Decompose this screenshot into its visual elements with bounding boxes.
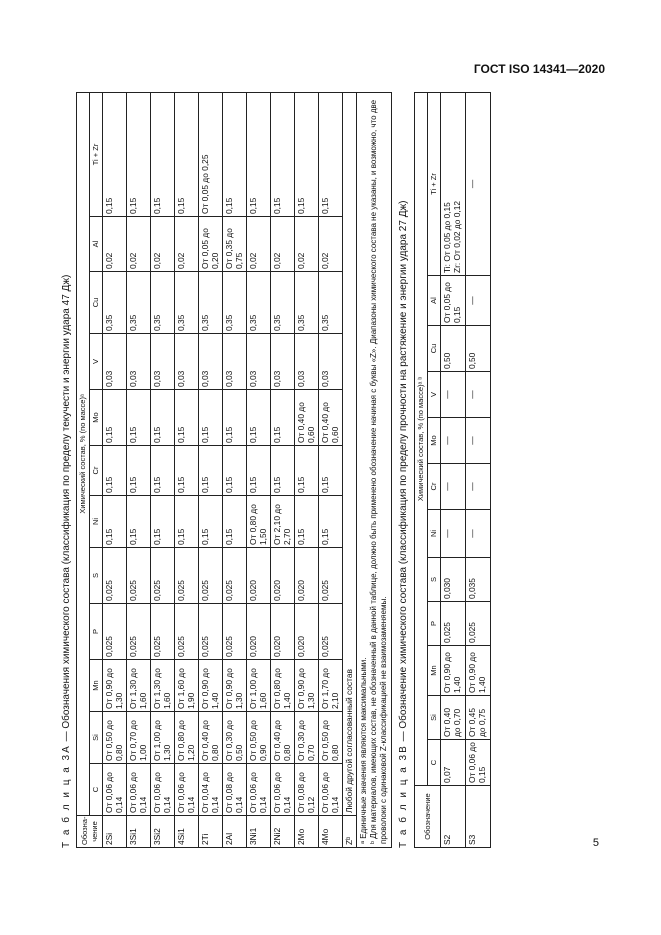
table-3a-cell: От 0,06 до 0,14 [247, 764, 271, 816]
table-3a-col-header: Mo [90, 390, 103, 446]
table-3b-cell: — [441, 418, 466, 464]
table-3b [414, 92, 491, 848]
table-3b-col-header: Si [428, 696, 441, 740]
table-3a-cell: От 1,30 до 1,60 [151, 660, 175, 712]
table-3b-caption-prefix: Т а б л и ц а 3В [398, 744, 409, 848]
table-3a-row [319, 92, 343, 847]
table-3a-cell: От 0,04 до 0,14 [199, 764, 223, 816]
table-3a-cell: 0,15 [319, 446, 343, 496]
table-3a-cell: 0,025 [127, 548, 151, 604]
table-3b-col-header: S [428, 558, 441, 602]
table-3b-col-header: Ti + Zr [428, 92, 441, 275]
table-3a-cell: 0,15 [151, 390, 175, 446]
table-3a-cell: 0,020 [271, 604, 295, 660]
table-3a-row-code: 2Ni2 [271, 816, 295, 848]
table-3a-cell: 0,15 [175, 496, 199, 548]
table-3a-cell: 0,35 [319, 272, 343, 334]
table-3a-cell: От 0,05 до 0,25 [199, 92, 223, 216]
table-3a-row-code: 2Mo [295, 816, 319, 848]
table-3b-row [466, 92, 491, 847]
table-3a-cell: От 0,35 до 0,75 [223, 217, 247, 272]
table-3a-footnote-a: ᵃ Единичные значения являются максимальными. [359, 657, 368, 844]
table-3a-row-code: 4Mo [319, 816, 343, 848]
table-3a-row [247, 92, 271, 847]
table-3a-cell: 0,15 [319, 92, 343, 216]
table-3a-cell: 0,025 [199, 604, 223, 660]
table-3a-cell: 0,02 [175, 217, 199, 272]
table-3a-cell: 0,020 [247, 604, 271, 660]
table-3a-cell: От 0,80 до 1,50 [247, 496, 271, 548]
table-3a-cell: 0,025 [127, 604, 151, 660]
table-3a-cell: 0,15 [175, 446, 199, 496]
table-3b-col-header: Al [428, 276, 441, 326]
table-3a-cell: 0,02 [271, 217, 295, 272]
table-3a-cell: 0,03 [247, 334, 271, 390]
table-3a-cell: 0,03 [319, 334, 343, 390]
table-3a-z-row [343, 92, 357, 847]
table-3b-caption [397, 93, 411, 848]
table-3b-col-header: Mo [428, 418, 441, 464]
table-3a-cell: 0,15 [103, 92, 127, 216]
table-3a-cell: 0,02 [151, 217, 175, 272]
table-3a-cell: 0,02 [319, 217, 343, 272]
table-3a-row [199, 92, 223, 847]
table-3a-cell: 0,15 [295, 92, 319, 216]
table-3b-cell: От 0,90 до 1,40 [441, 646, 466, 696]
table-3a-col-header: V [90, 334, 103, 390]
table-3a-cell: От 1,30 до 1,60 [127, 660, 151, 712]
table-3a-cell: 0,35 [127, 272, 151, 334]
table-3a-z-text: Любой другой согласованный состав [343, 92, 357, 815]
table-3b-cell: — [466, 464, 491, 510]
table-3b-cell: От 0,05 до 0,15 [441, 276, 466, 326]
table-3b-col-header: Mn [428, 646, 441, 696]
table-3a-row [175, 92, 199, 847]
table-3a-cell: 0,03 [271, 334, 295, 390]
table-3a-col-header: P [90, 604, 103, 660]
table-3a-cell: 0,35 [199, 272, 223, 334]
table-3a-cell: 0,025 [319, 604, 343, 660]
table-3a-cell: От 0,70 до 1,00 [127, 712, 151, 764]
table-3a-caption [60, 93, 74, 848]
table-3a-col-header: Ni [90, 496, 103, 548]
table-3a-cell: 0,15 [103, 446, 127, 496]
table-3b-cell: 0,50 [466, 326, 491, 372]
table-3a-col-header: Al [90, 217, 103, 272]
table-3a-caption-text: — Обозначения химического состава (классификация по пределу текучести и энергии удара 47 Дж) [61, 274, 72, 745]
table-3a-cell: 0,15 [127, 390, 151, 446]
table-3a-cell: От 0,80 до 1,20 [175, 712, 199, 764]
table-3b-cell: 0,030 [441, 558, 466, 602]
table-3b-cell: — [441, 464, 466, 510]
table-3a-row [223, 92, 247, 847]
table-3a-cell: 0,025 [103, 604, 127, 660]
table-3a-col-header: C [90, 764, 103, 816]
table-3b-cell: 0,025 [466, 602, 491, 646]
table-3a-cell: От 0,50 до 0,80 [103, 712, 127, 764]
table-3a-row [271, 92, 295, 847]
table-3a-cell: 0,020 [295, 604, 319, 660]
table-3a-cell: 0,15 [295, 496, 319, 548]
table-3b-cell: — [466, 418, 491, 464]
table-3a-cell: 0,03 [151, 334, 175, 390]
table-3a-cell: 0,15 [103, 496, 127, 548]
table-3b-cell: От 0,90 до 1,40 [466, 646, 491, 696]
table-3a-row [295, 92, 319, 847]
table-3a-column-headers [90, 92, 103, 847]
table-3a-cell: 0,15 [127, 496, 151, 548]
table-3a-cell: 0,15 [151, 496, 175, 548]
table-3a-chem-header: Химический состав, % (по массе)ᵃ [77, 92, 90, 815]
table-3a-cell: 0,025 [199, 548, 223, 604]
table-3b-caption-text: — Обозначение химического состава (классификация по пределу прочности на растяжение и энергии удара 27 Дж) [398, 200, 409, 745]
table-3a-cell: От 0,90 до 1,30 [223, 660, 247, 712]
table-3b-col-header: Cr [428, 464, 441, 510]
table-3a-col-header: S [90, 548, 103, 604]
table-3b-cell: — [441, 510, 466, 558]
table-3a [76, 92, 392, 848]
table-3a-cell: 0,35 [151, 272, 175, 334]
table-3a-cell: 0,15 [151, 92, 175, 216]
table-3a-cell: 0,15 [127, 92, 151, 216]
table-3b-cell: 0,025 [441, 602, 466, 646]
table-3a-cell: 0,15 [127, 446, 151, 496]
table-3a-cell: От 0,90 до 1,40 [199, 660, 223, 712]
table-3a-cell: От 0,40 до 0,60 [319, 390, 343, 446]
table-3a-cell: 0,35 [295, 272, 319, 334]
table-3a-cell: 0,15 [223, 92, 247, 216]
table-3a-cell: 0,02 [295, 217, 319, 272]
table-3a-cell: 0,020 [295, 548, 319, 604]
table-3a-cell: 0,15 [319, 496, 343, 548]
table-3b-cell: От 0,06 до 0,15 [466, 740, 491, 786]
table-3a-footnotes [357, 92, 392, 847]
table-3a-col-header: Mn [90, 660, 103, 712]
table-3a-cell: 0,03 [295, 334, 319, 390]
table-3a-cell: От 0,06 до 0,14 [103, 764, 127, 816]
table-3a-cell: 0,025 [319, 548, 343, 604]
table-3a-cell: 0,15 [223, 390, 247, 446]
table-3a-z-code: Zᵇ [343, 816, 357, 848]
table-3a-cell: От 1,60 до 1,90 [175, 660, 199, 712]
table-3a-cell: От 0,80 до 1,40 [271, 660, 295, 712]
table-3b-col-header: V [428, 372, 441, 418]
table-3a-cell: 0,025 [175, 604, 199, 660]
table-3b-cell: 0,50 [441, 326, 466, 372]
table-3a-cell: 0,03 [223, 334, 247, 390]
table-3a-row-code: 2Al [223, 816, 247, 848]
table-3a-cell: 0,35 [247, 272, 271, 334]
table-3a-cell: 0,15 [223, 446, 247, 496]
table-3b-body [441, 92, 491, 847]
table-3b-col-header: Ni [428, 510, 441, 558]
table-3a-cell: От 0,08 до 0,12 [295, 764, 319, 816]
table-3a-cell: От 0,30 до 0,50 [223, 712, 247, 764]
table-3a-col-header: Si [90, 712, 103, 764]
table-3a-cell: 0,02 [127, 217, 151, 272]
table-3a-cell: От 0,08 до 0,14 [223, 764, 247, 816]
table-3a-cell: 0,15 [271, 390, 295, 446]
table-3a-cell: 0,025 [175, 548, 199, 604]
table-3b-designation-header: Обозначение [415, 786, 441, 848]
page-number: 5 [592, 837, 599, 849]
table-3a-cell: 0,025 [103, 548, 127, 604]
table-3a-cell: От 0,40 до 0,60 [295, 390, 319, 446]
table-3a-row-code: 4Si1 [175, 816, 199, 848]
table-3a-cell: От 0,06 до 0,14 [319, 764, 343, 816]
table-3a-cell: От 0,06 до 0,14 [151, 764, 175, 816]
table-3b-cell: 0,07 [441, 740, 466, 786]
table-3b-col-header: P [428, 602, 441, 646]
table-3b-row [441, 92, 466, 847]
table-3a-cell: 0,35 [271, 272, 295, 334]
table-3a-cell: От 0,50 до 0,80 [319, 712, 343, 764]
table-3a-cell: От 0,06 до 0,14 [175, 764, 199, 816]
table-3b-cell: — [466, 92, 491, 275]
table-3a-cell: 0,03 [175, 334, 199, 390]
table-3a-cell: 0,02 [103, 217, 127, 272]
table-3a-row-code: 3Ni1 [247, 816, 271, 848]
table-3a-cell: 0,15 [247, 390, 271, 446]
table-3a-body [103, 92, 343, 847]
table-3a-cell: 0,025 [223, 604, 247, 660]
table-3b-row-code: S3 [466, 786, 491, 848]
rotated-content-inner [60, 93, 565, 848]
table-3a-cell: От 1,00 до 1,60 [247, 660, 271, 712]
table-3a-row-code: 2Si [103, 816, 127, 848]
table-3a-cell: От 0,40 до 0,80 [271, 712, 295, 764]
table-3b-cell: — [466, 372, 491, 418]
table-3a-cell: От 0,40 до 0,80 [199, 712, 223, 764]
table-3b-row-code: S2 [441, 786, 466, 848]
table-3a-cell: 0,020 [247, 548, 271, 604]
table-3a-col-header: Cu [90, 272, 103, 334]
table-3a-cell: 0,35 [103, 272, 127, 334]
table-3a-row-code: 2Ti [199, 816, 223, 848]
table-3b-chem-header: Химический состав, % (по массе)ᵃ ᵇ [415, 92, 428, 785]
table-3b-column-headers [428, 92, 441, 847]
table-3a-cell: 0,15 [199, 390, 223, 446]
table-3a-cell: 0,15 [271, 92, 295, 216]
table-3a-cell: 0,025 [151, 548, 175, 604]
table-3a-cell: 0,15 [151, 446, 175, 496]
table-3b-cell: От 0,40 до 0,70 [441, 696, 466, 740]
table-3b-cell: — [466, 510, 491, 558]
table-3a-cell: 0,03 [127, 334, 151, 390]
table-3b-cell: От 0,45 до 0,75 [466, 696, 491, 740]
table-3a-cell: 0,03 [103, 334, 127, 390]
table-3b-cell: — [441, 372, 466, 418]
table-3a-cell: 0,15 [295, 446, 319, 496]
table-3a-row [127, 92, 151, 847]
table-3a-cell: 0,025 [223, 548, 247, 604]
table-3a-col-header: Ti + Zr [90, 92, 103, 216]
table-3a-col-header: Cr [90, 446, 103, 496]
table-3a-cell: 0,15 [103, 390, 127, 446]
table-3a-cell: 0,15 [223, 496, 247, 548]
table-3b-cell: — [466, 276, 491, 326]
table-3a-cell: 0,15 [247, 92, 271, 216]
table-3a-cell: От 0,90 до 1,30 [295, 660, 319, 712]
table-3a-cell: 0,15 [247, 446, 271, 496]
table-3a-row-code: 3Si1 [127, 816, 151, 848]
table-3a-cell: 0,02 [247, 217, 271, 272]
table-3a-caption-prefix: Т а б л и ц а 3А [61, 744, 72, 848]
table-3a-row [103, 92, 127, 847]
rotated-page-content [60, 93, 565, 848]
table-3a-cell: 0,15 [175, 390, 199, 446]
table-3a-cell: От 0,06 до 0,14 [127, 764, 151, 816]
table-3b-col-header: C [428, 740, 441, 786]
table-3a-designation-header: Обозна- чение [77, 816, 103, 848]
table-3a-cell: От 0,50 до 0,90 [247, 712, 271, 764]
table-3a-cell: 0,15 [271, 446, 295, 496]
table-3a-cell: От 0,05 до 0,20 [199, 217, 223, 272]
table-3a-cell: От 2,10 до 2,70 [271, 496, 295, 548]
table-3a-cell: 0,025 [151, 604, 175, 660]
table-3b-col-header: Cu [428, 326, 441, 372]
table-3a-cell: 0,35 [223, 272, 247, 334]
document-header: ГОСТ ISO 14341—2020 [473, 62, 605, 76]
table-3a-row-code: 3Si2 [151, 816, 175, 848]
table-3a-row [151, 92, 175, 847]
table-3a-cell: От 0,90 до 1,30 [103, 660, 127, 712]
table-3a-cell: От 0,30 до 0,70 [295, 712, 319, 764]
table-3a-cell: 0,15 [199, 496, 223, 548]
table-3a-cell: 0,020 [271, 548, 295, 604]
table-3a-cell: 0,15 [175, 92, 199, 216]
table-3a-footnote-b: ᵇ Для материалов, имеющих состав, не обозначенный в данной таблице, должно быть применено обозначение начиная с буквы «Z». Диапазоны химического состава не указаны, и возможно, что две проволоки с одинаковой Z-классификацией не взаимозаменяемы. [369, 99, 388, 844]
table-3b-cell: Ti: От 0,05 до 0,15 Zr: От 0,02 до 0,12 [441, 92, 466, 275]
table-3a-cell: 0,35 [175, 272, 199, 334]
table-3a-cell: 0,15 [199, 446, 223, 496]
table-3a-cell: 0,03 [199, 334, 223, 390]
table-3a-cell: От 1,70 до 2,10 [319, 660, 343, 712]
table-3b-cell: 0,035 [466, 558, 491, 602]
table-3a-cell: От 1,00 до 1,30 [151, 712, 175, 764]
table-3a-cell: От 0,06 до 0,14 [271, 764, 295, 816]
